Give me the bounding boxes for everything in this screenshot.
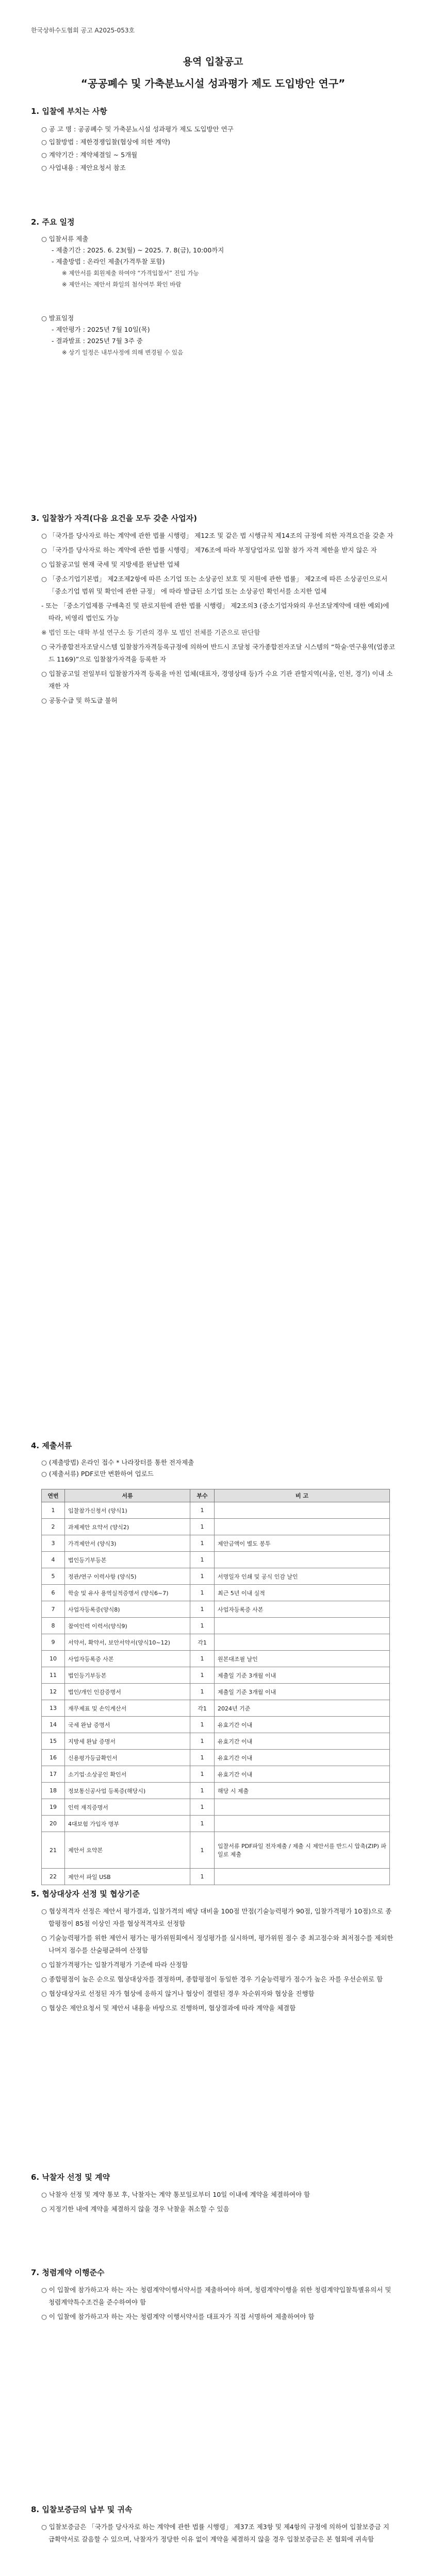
cell-copies: 1 [190,1684,215,1700]
paragraph: ○ 입찰보증금은 「국가를 당사자로 하는 계약에 관한 법률 시행령」 제37조 제3항 및 제4항의 규정에 의하여 입찰보증금 지급확약서로 갈음할 수 있으며, 낙찰자가 정당한 이유 없이 계약을 체결하지 않을 경우 입찰보증금은 본 협회에 귀속함 [41,2523,389,2543]
table-row [42,1667,390,1684]
cell-document: 입찰참가신청서 (양식1) [65,1502,190,1519]
cell-no: 11 [42,1667,65,1684]
paragraph: ○ 「국가를 당사자로 하는 계약에 관한 법률 시행령」 제76조에 따라 부정당업자로 입찰 참가 자격 제한을 받지 않은 자 [41,546,377,554]
note: ※ 제안서를 회원제출 하여야 “가격입찰서” 진입 가능 [62,269,199,277]
cell-no: 18 [42,1783,65,1799]
cell-remarks [215,1799,390,1816]
paragraph: ○ 입찰가격평가는 입찰가격평가 기준에 따라 산정함 [41,1961,188,1969]
section-title: 2. 주요 일정 [31,217,75,227]
section-integrity [31,2267,395,2325]
cell-remarks [215,1519,390,1535]
cell-remarks: 2024년 기준 [215,1700,390,1717]
cell-copies: 1 [190,1816,215,1832]
list-item: - 결과발표 : 2025년 7월 3주 중 [52,337,143,345]
cell-document: 법인/개인 인감증명서 [65,1684,190,1700]
cell-remarks: 유효기간 이내 [215,1750,390,1766]
cell-no: 13 [42,1700,65,1717]
section-schedule [31,216,395,358]
cell-no: 7 [42,1601,65,1618]
table-row [42,1717,390,1733]
list-item: ○ 입찰방법 : 제한경쟁입찰(협상에 의한 계약) [41,138,171,146]
cell-document: 국세 완납 증명서 [65,1717,190,1733]
table-row [42,1585,390,1601]
cell-copies: 1 [190,1832,215,1869]
cell-document: 정관/연구 이력사항 (양식5) [65,1568,190,1585]
cell-copies: 1 [190,1750,215,1766]
section-documents [31,1440,395,1480]
cell-no: 10 [42,1651,65,1667]
table-row [42,1684,390,1700]
table-row [42,1519,390,1535]
note: ※ 상기 일정은 내부사정에 의해 변경될 수 있음 [62,349,184,356]
table-row [42,1700,390,1717]
list-item: - 제출기간 : 2025. 6. 23(월) ~ 2025. 7. 8(금), 10:00까지 [52,246,224,254]
cell-copies: 1 [190,1766,215,1783]
table-row [42,1733,390,1750]
cell-remarks: 서명일자 인쇄 및 공식 인감 날인 [215,1568,390,1585]
cell-no: 22 [42,1869,65,1885]
section-bid-items [31,106,395,174]
table-row [42,1618,390,1634]
cell-remarks: 유효기간 이내 [215,1717,390,1733]
list-item: ○ 공 고 명 : 공공폐수 및 가축분뇨시설 성과평가 제도 도입방안 연구 [41,125,234,133]
cell-no: 15 [42,1733,65,1750]
paragraph: ○ 입찰공고일 현재 국세 및 지방세를 완납한 업체 [41,561,180,568]
cell-remarks [215,1618,390,1634]
cell-remarks: 입찰서류 PDF파일 전자제출 / 제출 시 제안서를 반드시 압축(ZIP) 파일로 제출 [215,1832,390,1869]
section-title: 8. 입찰보증금의 납부 및 귀속 [31,2505,133,2514]
column-header: 연번 [42,1489,65,1502]
cell-copies: 1 [190,1799,215,1816]
cell-copies: 1 [190,1585,215,1601]
paragraph: ○ 협상대상자로 선정된 자가 협상에 응하지 않거나 협상이 결렬된 경우 차순위자와 협상을 진행함 [41,1990,315,1997]
cell-copies: 각1 [190,1700,215,1717]
cell-remarks: 제안금액이 별도 봉투 [215,1535,390,1552]
cell-remarks [215,1634,390,1651]
cell-no: 3 [42,1535,65,1552]
cell-document: 4대보험 가입자 명부 [65,1816,190,1832]
list-item: - 제안평가 : 2025년 7월 10일(목) [52,326,150,333]
cell-remarks: 제출일 기준 3개월 이내 [215,1684,390,1700]
cell-no: 1 [42,1502,65,1519]
cell-copies: 1 [190,1783,215,1799]
cell-no: 14 [42,1717,65,1733]
title-block [0,54,426,90]
table-row [42,1634,390,1651]
cell-remarks [215,1816,390,1832]
table-row [42,1601,390,1618]
cell-document: 학술 및 유사 용역실적증명서 (양식6~7) [65,1585,190,1601]
cell-document: 제안서 파일 USB [65,1869,190,1885]
cell-document: 서약서, 확약서, 보안서약서(양식10~12) [65,1634,190,1651]
cell-remarks [215,1552,390,1568]
cell-remarks [215,1869,390,1885]
title-project: “공공폐수 및 가축분뇨시설 성과평가 제도 도입방안 연구” [80,77,346,90]
cell-remarks: 사업자등록증 사본 [215,1601,390,1618]
section-title: 5. 협상대상자 선정 및 협상기준 [31,1889,140,1899]
cell-copies: 1 [190,1651,215,1667]
cell-copies: 1 [190,1667,215,1684]
paragraph: ○ 「중소기업기본법」 제2조제2항에 따른 소기업 또는 소상공인 보호 및 지원에 관한 법률」 제2조에 따른 소상공인으로서 「중소기업 범위 및 확인에 관한 규정」 에 따라 발급된 소기업 또는 소상공인 확인서를 소지한 업체 [41,575,388,595]
title-main: 용역 입찰공고 [183,56,243,67]
cell-copies: 각1 [190,1634,215,1651]
cell-document: 법인등기부등본 [65,1667,190,1684]
table-row [42,1535,390,1552]
section-title: 1. 입찰에 부치는 사항 [31,107,107,116]
cell-document: 과제제안 요약서 (양식2) [65,1519,190,1535]
table-row [42,1816,390,1832]
paragraph: ○ 종합평점이 높은 순으로 협상대상자를 결정하며, 종합평점이 동일한 경우 기술능력평가 점수가 높은 자를 우선순위로 함 [41,1975,383,1983]
paragraph: - 또는 「중소기업제품 구매촉진 및 판로지원에 관한 법률 시행령」 제2조의3 (중소기업자와의 우선조달계약에 대한 예외)에 따라, 비영리 법인도 가능 [41,602,389,622]
table-row [42,1832,390,1869]
cell-document: 사업자등록증(양식8) [65,1601,190,1618]
document-number: 한국상하수도협회 공고 A2025-053호 [31,27,135,34]
cell-document: 법인등기부등본 [65,1552,190,1568]
note: ※ 제안서는 제안서 화일의 첨삭여부 확인 바람 [62,281,182,288]
column-header: 부수 [190,1489,215,1502]
cell-no: 16 [42,1750,65,1766]
table-row [42,1766,390,1783]
section-title: 6. 낙찰자 선정 및 계약 [31,2173,110,2182]
cell-no: 4 [42,1552,65,1568]
cell-remarks: 유효기간 이내 [215,1766,390,1783]
cell-document: 소기업·소상공인 확인서 [65,1766,190,1783]
cell-copies: 1 [190,1568,215,1585]
section-negotiation [31,1888,395,2016]
cell-no: 2 [42,1519,65,1535]
section-title: 7. 청렴계약 이행준수 [31,2268,105,2277]
paragraph: ○ 기술능력평가를 위한 제안서 평가는 평가위원회에서 정성평가를 실시하며, 평가위원 점수 중 최고점수와 최저점수를 제외한 나머지 점수를 산술평균하여 산정함 [41,1934,394,1954]
list-item: ○ 발표일정 [41,314,74,322]
cell-document: 지방세 완납 증명서 [65,1733,190,1750]
list-item: - 제출방법 : 온라인 제출(가격투찰 포함) [52,258,165,265]
cell-document: 사업자등록증 사본 [65,1651,190,1667]
section-eligibility [31,513,395,709]
table-row [42,1783,390,1799]
list-item: ○ 사업내용 : 제안요청서 참조 [41,164,126,172]
paragraph: ○ 이 입찰에 참가하고자 하는 자는 청렴계약 이행서약서를 대표자가 직접 서명하여 제출하여야 함 [41,2313,315,2320]
cell-remarks: 제출일 기준 3개월 이내 [215,1667,390,1684]
paragraph: ○ 이 입찰에 참가하고자 하는 자는 청렴계약이행서약서를 제출하여야 하며, 청렴계약이행을 위한 청렴계약입찰특별유의서 및 청렴계약특수조건을 준수하여야 함 [41,2286,391,2306]
table-row [42,1552,390,1568]
cell-copies: 1 [190,1535,215,1552]
cell-copies: 1 [190,1717,215,1733]
table-header-row [42,1489,390,1502]
table-row [42,1568,390,1585]
cell-no: 19 [42,1799,65,1816]
paragraph: ○ 공동수급 및 하도급 불허 [41,697,118,704]
table-row [42,1651,390,1667]
paragraph: ○ 국가종합전자조달시스템 입찰참가자격등록규정에 의하여 반드시 조달청 국가종합전자조달 시스템의 “학술·연구용역(업종코드 1169)”으로 입찰참가자격을 등록한 자 [41,643,395,663]
list-item: ○ (제출방법) 온라인 접수 * 나라장터를 통한 전자제출 [41,1459,194,1466]
paragraph: ○ 협상은 제안요청서 및 제안서 내용을 바탕으로 진행하며, 협상결과에 따라 계약을 체결함 [41,2004,296,2012]
section-contract [31,2172,395,2217]
cell-copies: 1 [190,1869,215,1885]
cell-no: 20 [42,1816,65,1832]
cell-remarks [215,1502,390,1519]
cell-document: 가격제안서 (양식3) [65,1535,190,1552]
cell-remarks: 최근 5년 이내 실적 [215,1585,390,1601]
paragraph: ○ 「국가를 당사자로 하는 계약에 관한 법률 시행령」 제12조 및 같은 법 시행규칙 제14조의 규정에 의한 자격요건을 갖춘 자 [41,532,394,539]
section-bid-bond [31,2504,395,2548]
table-row [42,1869,390,1885]
cell-no: 6 [42,1585,65,1601]
list-item: ○ 계약기간 : 계약체결일 ~ 5개월 [41,151,138,159]
cell-no: 9 [42,1634,65,1651]
cell-copies: 1 [190,1733,215,1750]
list-item: ○ 입찰서류 제출 [41,235,89,243]
documents-table [41,1489,390,1885]
cell-document: 참여인력 이력서(양식9) [65,1618,190,1634]
cell-document: 정보통신공사업 등록증(해당시) [65,1783,190,1799]
cell-document: 인력 재직증명서 [65,1799,190,1816]
cell-document: 재무제표 및 손익계산서 [65,1700,190,1717]
table-body [42,1502,390,1885]
list-item: ○ (제출서류) PDF로만 변환하여 업로드 [41,1470,154,1478]
cell-no: 21 [42,1832,65,1869]
cell-no: 17 [42,1766,65,1783]
cell-copies: 1 [190,1601,215,1618]
cell-copies: 1 [190,1552,215,1568]
table-row [42,1799,390,1816]
section-title: 4. 제출서류 [31,1441,72,1450]
cell-copies: 1 [190,1618,215,1634]
column-header: 비 고 [215,1489,390,1502]
cell-document: 신용평가등급확인서 [65,1750,190,1766]
paragraph: ○ 입찰공고일 전일부터 입찰참가자격 등록을 마친 업체(대표자, 경영상태 등)가 수요 기관 관할지역(서울, 인천, 경기) 이내 소재한 자 [41,670,393,690]
table-row [42,1750,390,1766]
cell-no: 8 [42,1618,65,1634]
paragraph: ○ 협상적격자 선정은 제안서 평가결과, 입찰가격의 배당 대비율 100점 만점(기술능력평가 90점, 입찰가격평가 10점)으로 종합평점이 85점 이상인 자를 협상적격자로 선정함 [41,1907,392,1927]
column-header: 서류 [65,1489,190,1502]
cell-remarks: 유효기간 이내 [215,1733,390,1750]
cell-remarks: 원본대조필 날인 [215,1651,390,1667]
note: ※ 법인 또는 대학 부설 연구소 등 기관의 경우 모 법인 전체를 기준으로 판단함 [41,629,260,636]
cell-no: 5 [42,1568,65,1585]
table-row [42,1502,390,1519]
cell-copies: 1 [190,1502,215,1519]
cell-copies: 1 [190,1519,215,1535]
paragraph: ○ 지정기한 내에 계약을 체결하지 않을 경우 낙찰을 취소할 수 있음 [41,2205,230,2213]
cell-remarks: 해당 시 제출 [215,1783,390,1799]
section-title: 3. 입찰참가 자격(다음 요건을 모두 갖춘 사업자) [31,514,198,523]
paragraph: ○ 낙찰자 선정 및 계약 통보 후, 낙찰자는 계약 통보일로부터 10일 이내에 계약을 체결하여야 함 [41,2191,310,2198]
cell-no: 12 [42,1684,65,1700]
cell-document: 제안서 요약본 [65,1832,190,1869]
